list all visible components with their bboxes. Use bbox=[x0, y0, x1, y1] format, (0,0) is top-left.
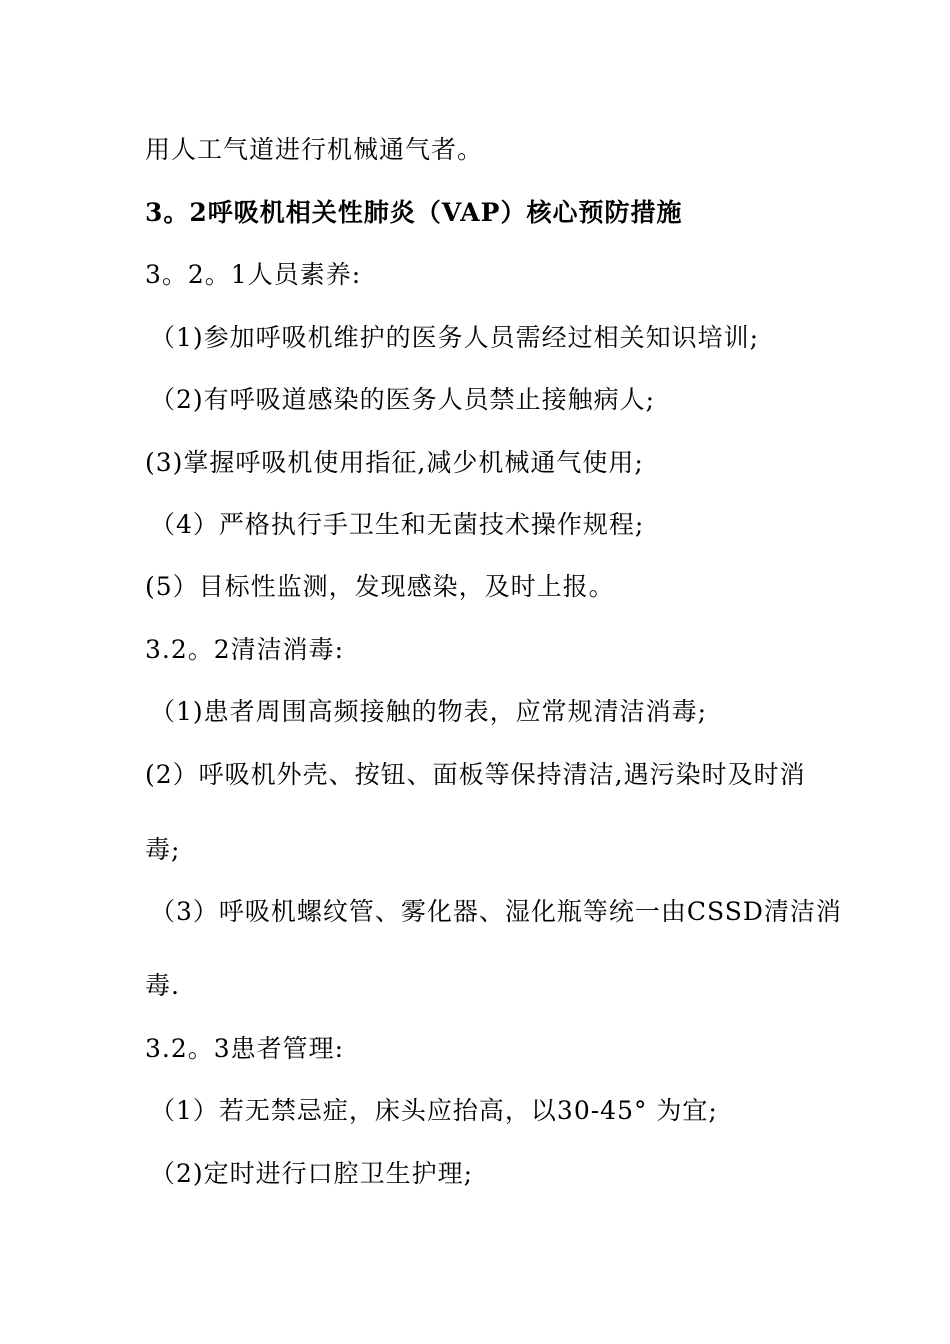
list-item: （2)有呼吸道感染的医务人员禁止接触病人; bbox=[150, 385, 656, 414]
subsection-heading: 3.2。3患者管理: bbox=[145, 1034, 345, 1063]
subsection-heading: 3.2。2清洁消毒: bbox=[145, 635, 345, 664]
section-heading: 3。2呼吸机相关性肺炎（VAP）核心预防措施 bbox=[145, 198, 683, 227]
list-item: (2）呼吸机外壳、按钮、面板等保持清洁,遇污染时及时消 bbox=[145, 760, 806, 789]
list-item-continuation: 毒; bbox=[145, 835, 181, 864]
list-item: (3)掌握呼吸机使用指征,减少机械通气使用; bbox=[145, 448, 644, 477]
list-item: （1)患者周围高频接触的物表，应常规清洁消毒; bbox=[150, 697, 708, 726]
paragraph-line: 用人工气道进行机械通气者。 bbox=[145, 135, 484, 164]
list-item-continuation: 毒. bbox=[145, 971, 180, 1000]
list-item: （4）严格执行手卫生和无菌技术操作规程; bbox=[150, 510, 645, 539]
subsection-heading: 3。2。1人员素养: bbox=[145, 260, 362, 289]
list-item: （1）若无禁忌症，床头应抬高，以30-45° 为宜; bbox=[150, 1096, 718, 1125]
list-item: （2)定时进行口腔卫生护理; bbox=[150, 1159, 474, 1188]
list-item: （3）呼吸机螺纹管、雾化器、湿化瓶等统一由CSSD清洁消 bbox=[150, 897, 842, 926]
list-item: (5）目标性监测，发现感染，及时上报。 bbox=[145, 572, 615, 601]
list-item: （1)参加呼吸机维护的医务人员需经过相关知识培训; bbox=[150, 323, 760, 352]
